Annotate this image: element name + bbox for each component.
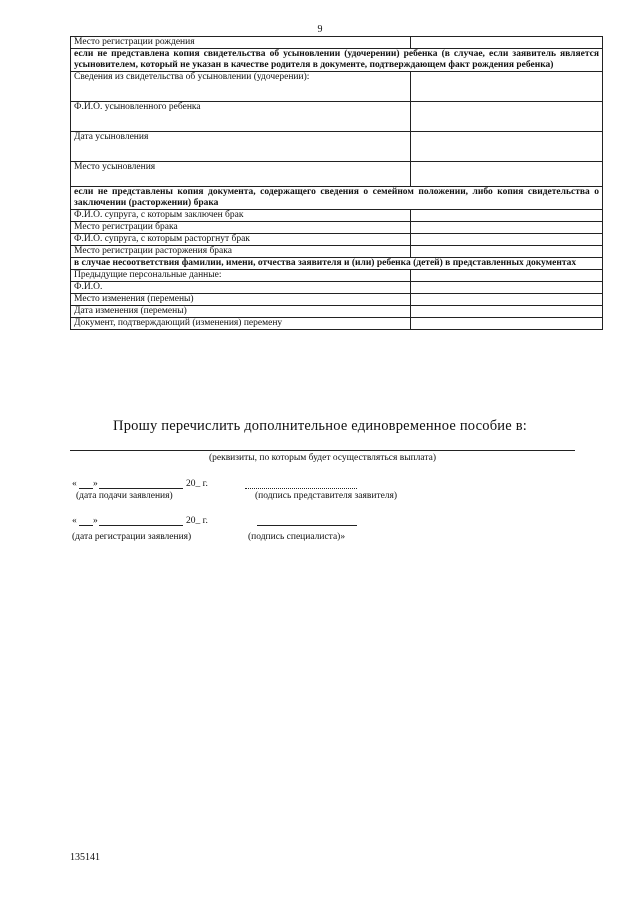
month-line-2[interactable] <box>99 525 183 526</box>
field-value-cell[interactable] <box>411 37 603 49</box>
field-label: Ф.И.О. супруга, с которым расторгнут брак <box>71 234 411 246</box>
field-value-cell[interactable] <box>411 306 603 318</box>
year-label-2: 20_ г. <box>186 516 208 526</box>
field-label: Дата усыновления <box>71 132 411 162</box>
field-label: Место регистрации рождения <box>71 37 411 49</box>
specialist-signature-caption: (подпись специалиста)» <box>248 532 346 542</box>
field-value-cell[interactable] <box>411 72 603 102</box>
form-field-row <box>71 132 603 162</box>
request-text: Прошу перечислить дополнительное единовременное пособие в: <box>113 418 527 434</box>
month-line-1[interactable] <box>99 488 183 489</box>
field-value-cell[interactable] <box>411 270 603 282</box>
year-label-1: 20_ г. <box>186 479 208 489</box>
field-value-cell[interactable] <box>411 162 603 187</box>
field-value-cell[interactable] <box>411 246 603 258</box>
date-close-quote-2: » <box>93 516 98 526</box>
date-registration-caption: (дата регистрации заявления) <box>72 532 192 542</box>
field-label: Ф.И.О. супруга, с которым заключен брак <box>71 210 411 222</box>
section-header-text: если не представлена копия свидетельства об усыновлении (удочерении) ребенка (в случае, если заявитель является усыновителем, который не указан в качестве родителя в документе, подтверждающем факт рождения ребенка) <box>71 49 603 72</box>
specialist-signature-line[interactable] <box>257 525 357 526</box>
date-submission-caption: (дата подачи заявления) <box>76 491 173 501</box>
form-field-row <box>71 210 603 222</box>
application-form-table <box>70 36 603 330</box>
field-label: Ф.И.О. <box>71 282 411 294</box>
requisites-caption: (реквизиты, по которым будет осуществляться выплата) <box>208 453 437 463</box>
representative-signature-caption: (подпись представителя заявителя) <box>255 491 398 501</box>
form-field-row <box>71 102 603 132</box>
date-close-quote-1: » <box>93 479 98 489</box>
form-field-row <box>71 270 603 282</box>
form-field-row <box>71 282 603 294</box>
field-label: Предыдущие персональные данные: <box>71 270 411 282</box>
requisites-line[interactable] <box>70 450 575 451</box>
section-header-row <box>71 187 603 210</box>
field-value-cell[interactable] <box>411 318 603 330</box>
field-label: Сведения из свидетельства об усыновлении (удочерении): <box>71 72 411 102</box>
form-field-row <box>71 37 603 49</box>
date-open-quote-2: « <box>72 516 77 526</box>
field-label: Ф.И.О. усыновленного ребенка <box>71 102 411 132</box>
field-value-cell[interactable] <box>411 210 603 222</box>
field-label: Место регистрации брака <box>71 222 411 234</box>
field-label: Место усыновления <box>71 162 411 187</box>
day-line-1[interactable] <box>79 488 93 489</box>
section-header-row <box>71 49 603 72</box>
page-number: 9 <box>317 24 323 35</box>
field-value-cell[interactable] <box>411 282 603 294</box>
form-field-row <box>71 234 603 246</box>
form-field-row <box>71 72 603 102</box>
field-value-cell[interactable] <box>411 222 603 234</box>
section-header-text: в случае несоответствия фамилии, имени, отчества заявителя и (или) ребенка (детей) в представленных документах <box>71 258 603 270</box>
field-value-cell[interactable] <box>411 102 603 132</box>
form-field-row <box>71 306 603 318</box>
form-field-row <box>71 162 603 187</box>
field-label: Место изменения (перемены) <box>71 294 411 306</box>
representative-signature-line[interactable] <box>245 488 357 489</box>
field-label: Дата изменения (перемены) <box>71 306 411 318</box>
field-value-cell[interactable] <box>411 234 603 246</box>
section-header-text: если не представлены копия документа, содержащего сведения о семейном положении, либо копия свидетельства о заключении (расторжении) брака <box>71 187 603 210</box>
form-field-row <box>71 246 603 258</box>
field-label: Документ, подтверждающий (изменения) перемену <box>71 318 411 330</box>
form-field-row <box>71 294 603 306</box>
form-field-row <box>71 222 603 234</box>
document-number: 135141 <box>70 852 100 863</box>
field-value-cell[interactable] <box>411 294 603 306</box>
form-table-body <box>71 37 603 330</box>
date-open-quote-1: « <box>72 479 77 489</box>
form-field-row <box>71 318 603 330</box>
day-line-2[interactable] <box>79 525 93 526</box>
field-label: Место регистрации расторжения брака <box>71 246 411 258</box>
field-value-cell[interactable] <box>411 132 603 162</box>
section-header-row <box>71 258 603 270</box>
